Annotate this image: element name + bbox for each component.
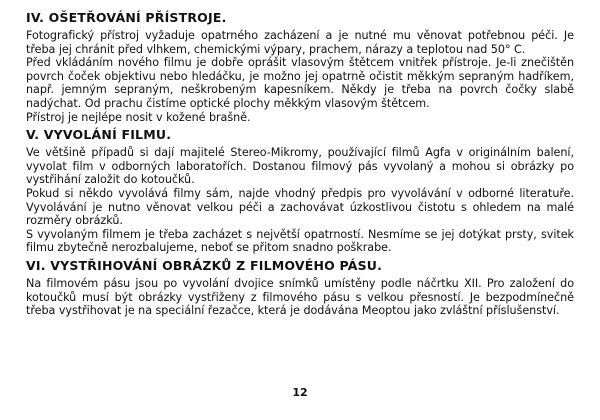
section-developing (26, 127, 574, 255)
paragraph: Na filmovém pásu jsou po vyvolání dvojice snímků umístěny podle náčrtku XII. Pro založení do kotoučků musí být obrázky vystřiženy z filmového pásu s velkou přesností. Je bezpodmínečně třeba vystřihovat je na speciální řezačce, která je dodávána Meoptou jako zvláštní příslušenství. (26, 276, 574, 318)
section-heading-cutting: VI. VYSTŘIHOVÁNÍ OBRÁZKŮ Z FILMOVÉHO PÁSU. (26, 257, 383, 273)
section-care (26, 10, 574, 124)
section-heading-care: IV. OŠETŘOVÁNÍ PŘÍSTROJE. (26, 10, 227, 25)
section-heading-developing: V. VYVOLÁNÍ FILMU. (26, 127, 172, 143)
page-number: 12 (292, 386, 308, 399)
paragraph: Před vkládáním nového filmu je dobře oprášit vlasovým štětcem vnitřek přístroje. Je-li znečištěn povrch čoček objektivu nebo hledáčku, je možno jej opatrně očistit měkkým sepraným hadříkem, např. jemným sepraným, neškrobeným kapesníkem. Někdy je třeba na povrch čočky slabě nadýchat. Od prachu čistíme optické plochy měkkým vlasovým štětcem. (26, 56, 574, 110)
paragraph: Ve většině případů si dají majitelé Stereo-Mikromy, používající filmů Agfa v originálním balení, vyvolat film v odborných laboratořích. Dostanou filmový pás vyvolaný a mohou si obrázky po vystřihání založit do kotoučků. (26, 146, 574, 187)
paragraph: Fotografický přístroj vyžaduje opatrného zacházení a je nutné mu věnovat potřebnou péči. Je třeba jej chránit před vlhkem, chemickými výpary, prachem, nárazy a teplotou nad 50° C. (26, 29, 574, 56)
paragraph: S vyvolaným filmem je třeba zacházet s největší opatrností. Nesmíme se jej dotýkat prsty, svitek filmu zbytečně nerozbalujeme, neboť se přitom snadno poškrabe. (26, 227, 574, 255)
paragraph: Přístroj je nejlépe nosit v kožené brašně. (26, 110, 251, 124)
section-cutting (26, 258, 574, 318)
paragraph: Pokud si někdo vyvolává filmy sám, najde vhodný předpis pro vyvolávání v odborné literatuře. Vyvolávání je nutno věnovat velkou péči a zachovávat úzkostlivou čistotu s ohledem na malé rozměry obrázků. (26, 186, 574, 228)
